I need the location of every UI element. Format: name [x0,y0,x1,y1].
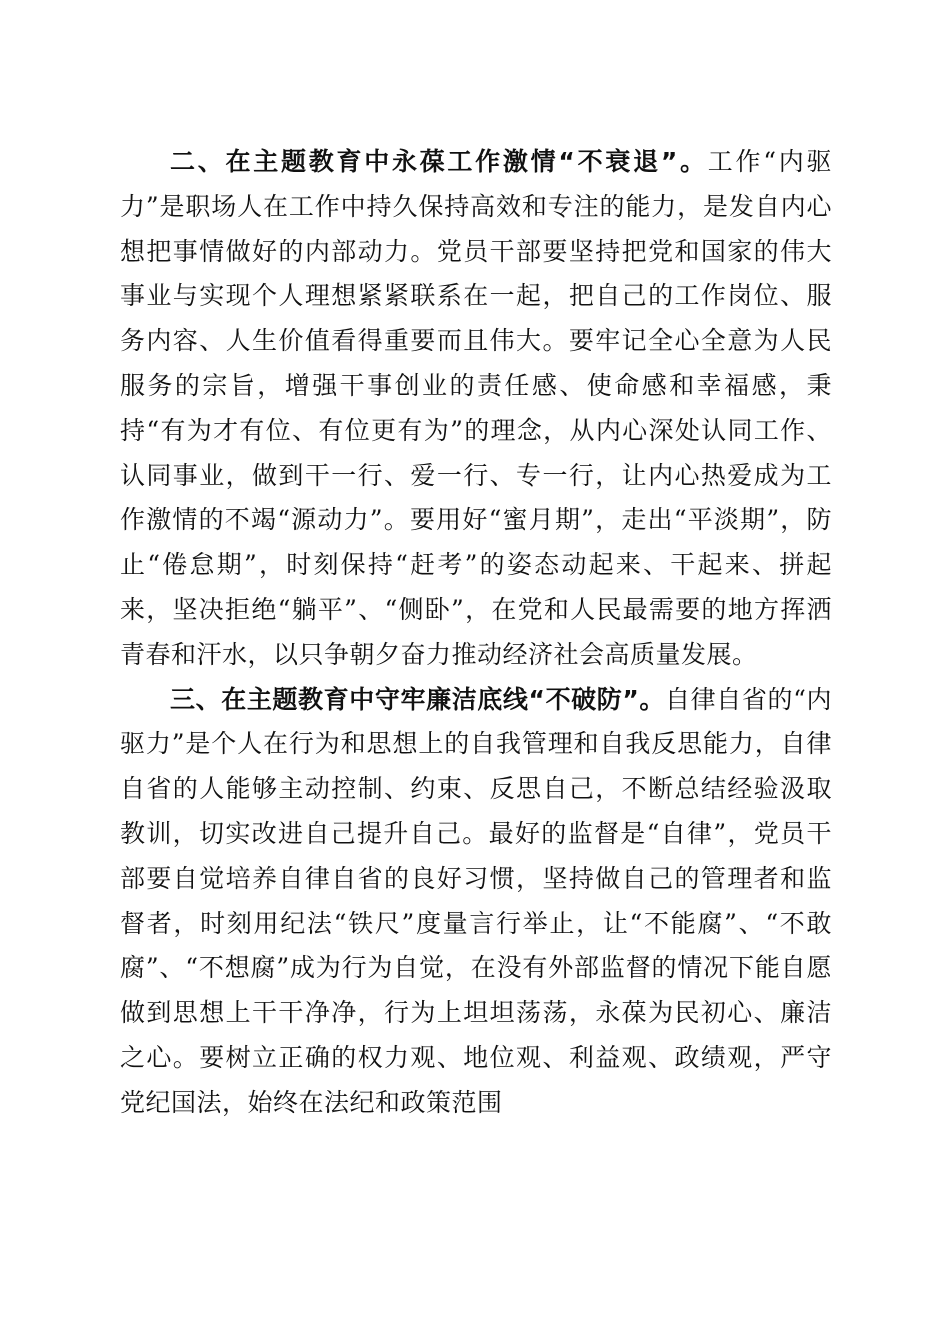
section-3-heading: 三、在主题教育中守牢廉洁底线“不破防”。 [170,684,666,714]
section-2-text: 工作“内驱力”是职场人在工作中持久保持高效和专注的能力，是发自内心想把事情做好的内部动力。党员干部要坚持把党和国家的伟大事业与实现个人理想紧紧联系在一起，把自己的工作岗位、服务内容、人生价值看得重要而且伟大。要牢记全心全意为人民服务的宗旨，增强干事创业的责任感、使命感和幸福感，秉持“有为才有位、有位更有为”的理念，从内心深处认同工作、认同事业，做到干一行、爱一行、专一行，让内心热爱成为工作激情的不竭“源动力”。要用好“蜜月期”，走出“平淡期”，防止“倦怠期”，时刻保持“赶考”的姿态动起来、干起来、拼起来，坚决拒绝“躺平”、“侧卧”，在党和人民最需要的地方挥洒青春和汗水，以只争朝夕奋力推动经济社会高质量发展。 [120,147,832,669]
document-body [120,140,832,1126]
paragraph-section-3 [120,678,832,1126]
paragraph-section-2 [120,140,832,678]
section-3-text: 自律自省的“内驱力”是个人在行为和思想上的自我管理和自我反思能力，自律自省的人能够主动控制、约束、反思自己，不断总结经验汲取教训，切实改进自己提升自己。最好的监督是“自律”，党员干部要自觉培养自律自省的良好习惯，坚持做自己的管理者和监督者，时刻用纪法“铁尺”度量言行举止，让“不能腐”、“不敢腐”、“不想腐”成为行为自觉，在没有外部监督的情况下能自愿做到思想上干干净净，行为上坦坦荡荡，永葆为民初心、廉洁之心。要树立正确的权力观、地位观、利益观、政绩观，严守党纪国法，始终在法纪和政策范围 [120,684,832,1117]
section-2-heading: 二、在主题教育中永葆工作激情“不衰退”。 [170,147,708,176]
